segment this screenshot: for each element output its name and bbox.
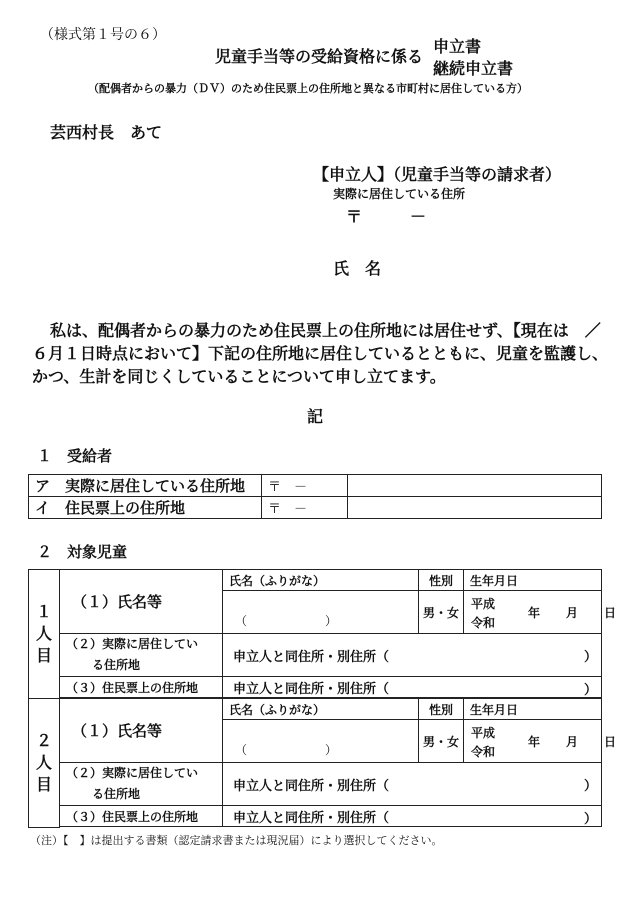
child-2-furigana-close: ） bbox=[325, 743, 338, 757]
child-1-era-heisei[interactable]: 平成 bbox=[471, 597, 496, 611]
child-2-furigana-open: （ bbox=[235, 743, 248, 757]
child-1-residence-close: ） bbox=[583, 650, 597, 665]
applicant-postal-dash: － bbox=[410, 207, 427, 226]
section-recipient-heading: １ 受給者 bbox=[37, 447, 113, 465]
document-title: 児童手当等の受給資格に係る bbox=[215, 47, 424, 66]
recipient-table bbox=[28, 474, 602, 519]
child-1-day-label: 日 bbox=[604, 606, 617, 620]
recipient-row-actual-label: ア 実際に居住している住所地 bbox=[29, 475, 262, 497]
child-2-year-label: 年 bbox=[528, 735, 541, 749]
children-table bbox=[28, 569, 617, 828]
child-2-era-heisei[interactable]: 平成 bbox=[471, 726, 496, 740]
section-children-heading: ２ 対象児童 bbox=[37, 543, 128, 561]
child-2-birthdate-field[interactable] bbox=[464, 720, 617, 763]
child-2-residence-close: ） bbox=[583, 779, 597, 794]
recipient-row-actual-postal[interactable]: 〒 － bbox=[262, 475, 348, 497]
child-2-name-field[interactable] bbox=[223, 720, 419, 763]
child-2-col-birth: 生年月日 bbox=[464, 699, 602, 720]
child-1-registry-label: （３）住民票上の住所地 bbox=[60, 677, 223, 698]
child-1-col-birth: 生年月日 bbox=[464, 570, 602, 591]
child-1-registry-field[interactable] bbox=[223, 677, 602, 698]
title-option-continuation: 継続申立書 bbox=[433, 59, 514, 78]
declaration-line-2: ６月１日時点において】下記の住所地に居住しているとともに、児童を監護し、 bbox=[32, 344, 609, 363]
ki-heading: 記 bbox=[307, 407, 324, 426]
addressee: 芸西村長 あて bbox=[50, 123, 163, 142]
child-1-month-label: 月 bbox=[566, 606, 579, 620]
child-2-day-label: 日 bbox=[604, 735, 617, 749]
child-1-furigana-open: （ bbox=[235, 614, 248, 628]
child-1-residence-field[interactable] bbox=[223, 634, 602, 677]
child-2-label: ２人目 bbox=[29, 699, 60, 828]
child-2-residence-value: 申立人と同住所・別住所（ bbox=[233, 778, 390, 794]
child-1-col-sex: 性別 bbox=[419, 570, 464, 591]
title-option-application: 申立書 bbox=[433, 37, 482, 56]
recipient-row-registry-address[interactable] bbox=[348, 497, 602, 519]
child-2-month-label: 月 bbox=[566, 735, 579, 749]
child-2-col-sex: 性別 bbox=[419, 699, 464, 720]
child-2-registry-field[interactable] bbox=[223, 806, 602, 827]
child-1-label: １人目 bbox=[29, 570, 60, 699]
child-1-furigana-close: ） bbox=[325, 614, 338, 628]
applicant-heading: 【申立人】（児童手当等の請求者） bbox=[313, 165, 562, 184]
applicant-name-label: 氏 名 bbox=[333, 259, 382, 278]
child-2-registry-value: 申立人と同住所・別住所（ bbox=[233, 810, 390, 826]
child-1-sex-options[interactable]: 男・女 bbox=[419, 591, 464, 634]
child-1-registry-value: 申立人と同住所・別住所（ bbox=[233, 681, 390, 697]
recipient-row-registry-label: イ 住民票上の住所地 bbox=[29, 497, 262, 519]
child-2-registry-label: （３）住民票上の住所地 bbox=[60, 806, 223, 827]
child-2-name-label: （１）氏名等 bbox=[60, 699, 223, 763]
child-1-registry-close: ） bbox=[583, 683, 597, 698]
child-1-residence-value: 申立人と同住所・別住所（ bbox=[233, 649, 390, 665]
document-subtitle: （配偶者からの暴力（ＤＶ）のため住民票上の住所地と異なる市町村に居住している方） bbox=[88, 82, 528, 95]
child-1-birthdate-field[interactable] bbox=[464, 591, 617, 634]
applicant-address-label: 実際に居住している住所 bbox=[333, 187, 466, 201]
recipient-row-registry-postal[interactable]: 〒 － bbox=[262, 497, 348, 519]
child-1-col-name: 氏名（ふりがな） bbox=[223, 570, 419, 591]
child-1-era-reiwa[interactable]: 令和 bbox=[471, 616, 496, 630]
child-2-col-name: 氏名（ふりがな） bbox=[223, 699, 419, 720]
child-1-year-label: 年 bbox=[528, 606, 541, 620]
applicant-postal-mark: 〒 bbox=[346, 207, 363, 226]
child-2-residence-label: （２）実際に居住してい る住所地 bbox=[60, 763, 223, 806]
declaration-line-3: かつ、生計を同じくしていることについて申し立てます。 bbox=[32, 367, 446, 386]
footnote: （注）【 】は提出する書類（認定請求書または現況届）により選択してください。 bbox=[30, 834, 443, 847]
form-number: （様式第１号の６） bbox=[40, 27, 166, 43]
child-2-registry-close: ） bbox=[583, 812, 597, 827]
child-2-era-reiwa[interactable]: 令和 bbox=[471, 745, 496, 759]
child-1-residence-label: （２）実際に居住してい る住所地 bbox=[60, 634, 223, 677]
declaration-line-1: 私は、配偶者からの暴力のため住民票上の住所地には居住せず、【現在は ／ bbox=[50, 321, 601, 340]
child-2-residence-field[interactable] bbox=[223, 763, 602, 806]
child-2-sex-options[interactable]: 男・女 bbox=[419, 720, 464, 763]
child-1-name-label: （１）氏名等 bbox=[60, 570, 223, 634]
child-1-name-field[interactable] bbox=[223, 591, 419, 634]
recipient-row-actual-address[interactable] bbox=[348, 475, 602, 497]
